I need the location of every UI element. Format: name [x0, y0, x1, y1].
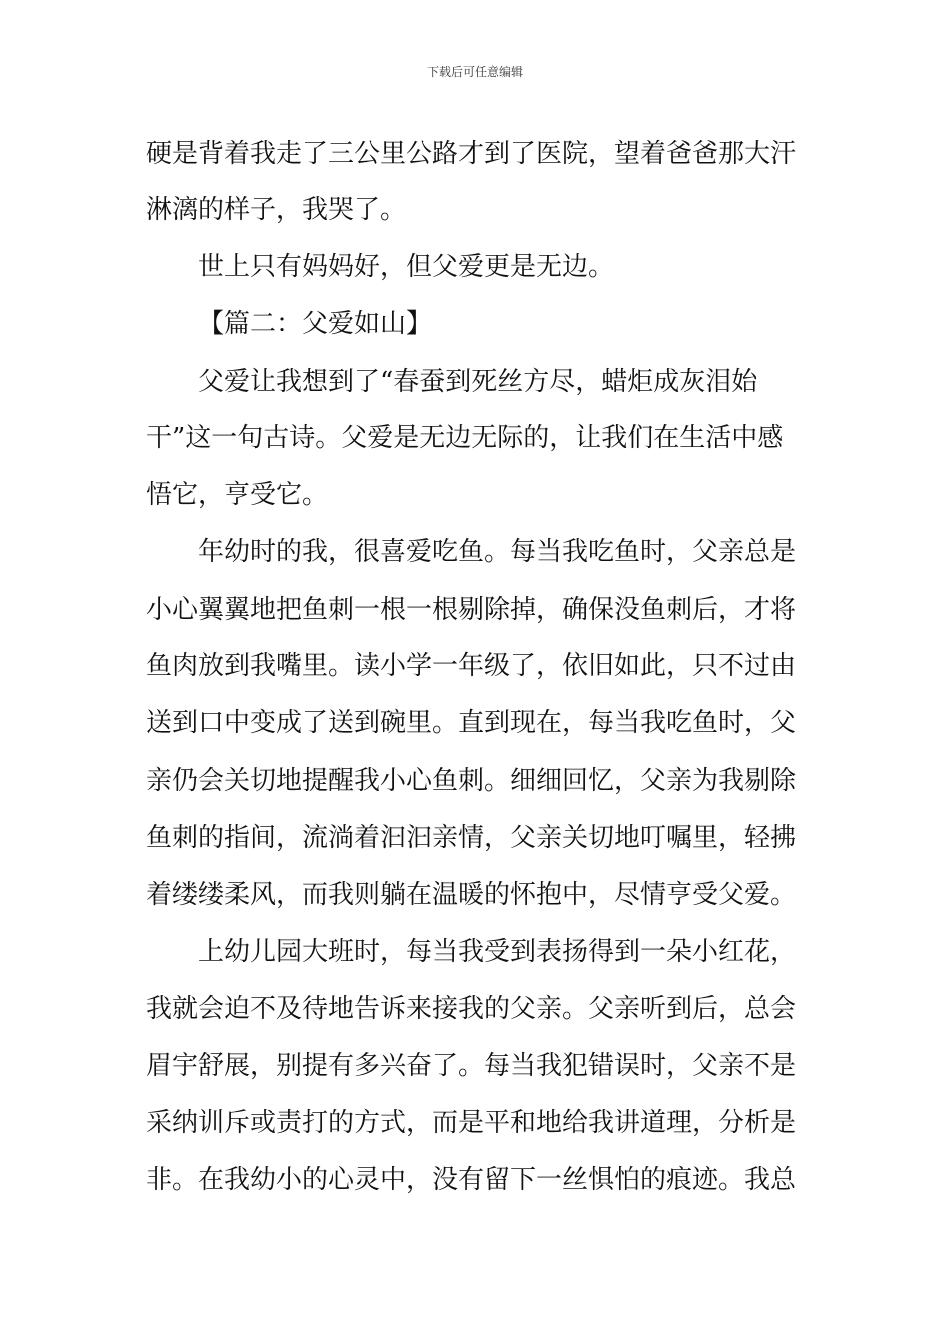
body-line: 眉宇舒展，别提有多兴奋了。每当我犯错误时，父亲不是 — [146, 1051, 797, 1081]
section-heading: 【篇二：父爱如山】 — [198, 309, 433, 339]
body-line: 硬是背着我走了三公里公路才到了医院，望着爸爸那大汗 — [146, 139, 797, 169]
body-line: 小心翼翼地把鱼刺一根一根剔除掉，确保没鱼刺后，才将 — [146, 595, 797, 625]
body-line: 我就会迫不及待地告诉来接我的父亲。父亲听到后，总会 — [146, 994, 797, 1024]
body-line: 悟它，亨受它。 — [146, 480, 329, 510]
body-line: 送到口中变成了送到碗里。直到现在，每当我吃鱼时，父 — [146, 708, 797, 738]
body-line: 采纳训斥或责打的方式，而是平和地给我讲道理，分析是 — [146, 1108, 797, 1138]
body-line: 年幼时的我，很喜爱吃鱼。每当我吃鱼时，父亲总是 — [198, 537, 797, 567]
body-line: 上幼儿园大班时，每当我受到表扬得到一朵小红花， — [198, 937, 797, 967]
body-line: 非。在我幼小的心灵中，没有留下一丝惧怕的痕迹。我总 — [146, 1165, 797, 1195]
body-line: 着缕缕柔风，而我则躺在温暖的怀抱中，尽情亨受父爱。 — [146, 880, 797, 910]
body-line: 亲仍会关切地提醒我小心鱼刺。细细回忆，父亲为我剔除 — [146, 766, 797, 796]
page-header: 下载后可任意编辑 — [426, 65, 523, 79]
body-line: 鱼肉放到我嘴里。读小学一年级了，依旧如此，只不过由 — [146, 651, 797, 681]
body-line: 淋漓的样子，我哭了。 — [146, 195, 407, 225]
body-line: 父爱让我想到了“春蚕到死丝方尽，蜡炬成灰泪始 — [198, 367, 758, 397]
body-line: 世上只有妈妈好，但父爱更是无边。 — [198, 252, 615, 282]
body-line: 干”这一句古诗。父爱是无边无际的，让我们在生活中感 — [146, 423, 784, 453]
body-line: 鱼刺的指间，流淌着汩汩亲情，父亲关切地叮嘱里，轻拂 — [146, 823, 797, 853]
